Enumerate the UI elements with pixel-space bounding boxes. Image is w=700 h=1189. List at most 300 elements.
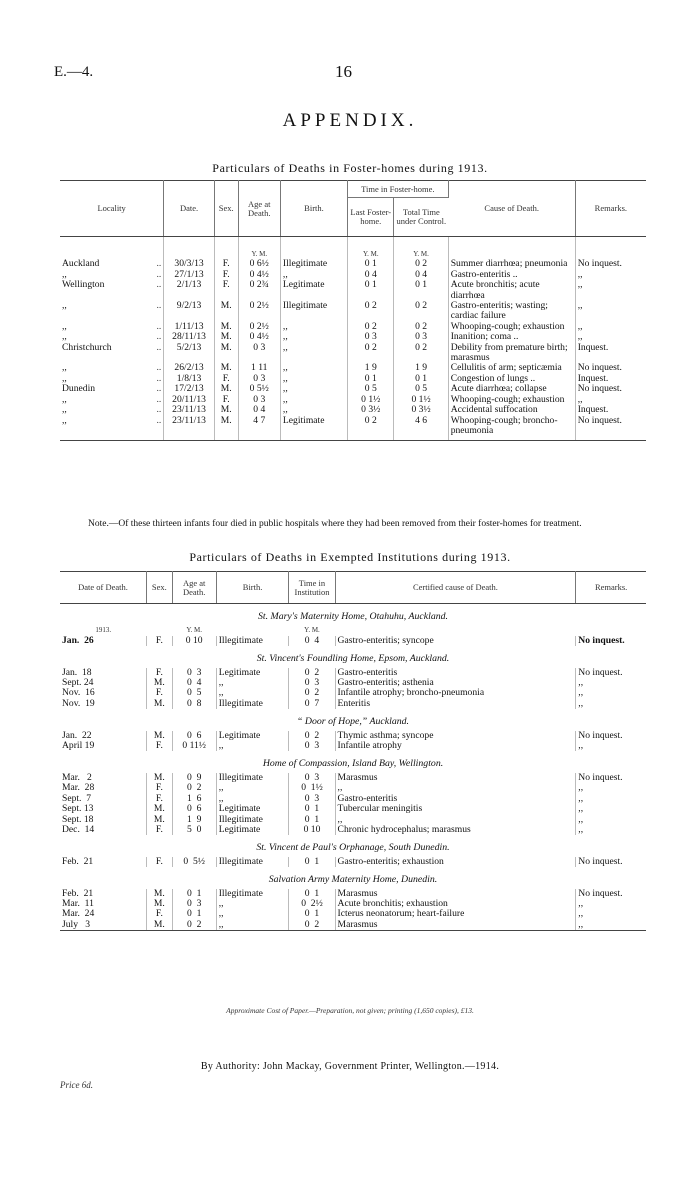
unit-m: M. — [311, 626, 320, 635]
page-reference: E.—4. — [54, 64, 94, 80]
birth: Legitimate — [280, 280, 347, 301]
date: 26/2/13 — [164, 363, 215, 373]
age: 0 5½ — [172, 857, 216, 867]
age: 0 9 — [172, 773, 216, 783]
time-last-foster: 0 1 — [348, 259, 394, 269]
birth: Legitimate — [280, 416, 347, 441]
remarks: No inquest. — [577, 383, 622, 395]
institution-name: Salvation Army Maternity Home, Dunedin. — [268, 874, 438, 886]
date-of-death: Sept. 13 — [60, 804, 147, 814]
sex: F. — [147, 668, 173, 678]
time-in-institution: 0 10 — [289, 825, 335, 835]
date-of-death: Mar. 28 — [60, 783, 147, 793]
age: 1 11 — [238, 363, 280, 373]
cause-of-death: Whooping-cough; exhaustion — [448, 395, 575, 405]
remarks: Inquest. — [577, 404, 609, 416]
remarks: No inquest. — [578, 666, 623, 678]
time-in-institution: 0 1 — [289, 815, 335, 825]
time-in-institution: 0 1½ — [289, 783, 335, 793]
locality-cell — [60, 343, 164, 364]
cause-of-death: Gastro-enteritis; wasting; cardiac failure — [448, 301, 575, 322]
date-of-death: Sept. 24 — [60, 678, 147, 688]
certified-cause: Marasmus — [335, 920, 576, 931]
time-in-institution: 0 1 — [289, 804, 335, 814]
col-cause: Cause of Death. — [448, 181, 575, 237]
printer-authority: By Authority: John Mackay, Government Printer, Wellington.—1914. — [200, 1061, 500, 1072]
remarks: No inquest. — [577, 362, 622, 374]
date-of-death: Mar. 2 — [60, 773, 147, 783]
certified-cause: Gastro-enteritis — [335, 668, 576, 678]
leader-dots: .. — [156, 268, 162, 280]
leader-dots: .. — [156, 404, 162, 416]
age: 0 2½ — [238, 301, 280, 322]
date-of-death: April 19 — [60, 741, 147, 751]
table-row — [60, 280, 646, 301]
locality: ,, — [62, 300, 67, 312]
cause-of-death: Gastro-enteritis .. — [448, 270, 575, 280]
age: 0 1 — [172, 889, 216, 899]
birth: Illegitimate — [280, 259, 347, 269]
remarks: ,, — [578, 740, 584, 752]
birth: ,, — [280, 343, 347, 364]
table-row — [60, 416, 646, 441]
date: 23/11/13 — [164, 405, 215, 415]
unit-y: Y. — [304, 626, 311, 635]
units-row — [60, 237, 646, 260]
cause-of-death: Acute bronchitis; acute diarrhœa — [448, 280, 575, 301]
remarks: ,, — [577, 279, 583, 291]
sex: F. — [214, 374, 238, 384]
remarks: No inquest. — [578, 855, 623, 867]
time-total: 0 1½ — [394, 395, 448, 405]
time-in-institution: 0 3 — [289, 741, 335, 751]
time-total: 0 1 — [394, 280, 448, 301]
date-of-death: Feb. 21 — [60, 889, 147, 899]
cause-of-death: Acute diarrhœa; collapse — [448, 384, 575, 394]
institution-heading-row — [60, 867, 646, 888]
page-number: 16 — [335, 62, 352, 81]
date-of-death: Jan. 22 — [60, 731, 147, 741]
sex: M. — [147, 889, 173, 899]
cause-of-death: Inanition; coma .. — [448, 332, 575, 342]
certified-cause: Tubercular meningitis — [335, 804, 576, 814]
birth: Illegitimate — [216, 699, 289, 709]
age: 0 3 — [238, 395, 280, 405]
age: 0 6½ — [238, 259, 280, 269]
time-total: 0 5 — [394, 384, 448, 394]
sex: M. — [214, 322, 238, 332]
unit-m: M. — [420, 250, 429, 258]
time-last-foster: 1 9 — [348, 363, 394, 373]
table-row — [60, 825, 646, 835]
birth: ,, — [280, 374, 347, 384]
institution-heading-row — [60, 646, 646, 667]
foster-homes-table-body — [60, 237, 646, 441]
time-in-institution: 0 3 — [289, 678, 335, 688]
age: 0 5 — [172, 688, 216, 698]
certified-cause: Chronic hydrocephalus; marasmus — [335, 825, 576, 835]
time-in-institution: 0 2 — [289, 920, 335, 931]
locality-cell — [60, 395, 164, 405]
leader-dots: .. — [156, 393, 162, 405]
cause-of-death: Summer diarrhœa; pneumonia — [448, 259, 575, 269]
leader-dots: .. — [156, 320, 162, 332]
leader-dots: .. — [156, 372, 162, 384]
age: 0 4½ — [238, 270, 280, 280]
certified-cause: Marasmus — [335, 889, 576, 899]
cause-of-death: Whooping-cough; broncho-pneumonia — [448, 416, 575, 441]
birth: ,, — [216, 783, 289, 793]
leader-dots: .. — [156, 279, 162, 291]
col-certified-cause: Certified cause of Death. — [335, 572, 576, 604]
birth: ,, — [280, 270, 347, 280]
remarks: No inquest. — [578, 634, 625, 646]
age: 5 0 — [172, 825, 216, 835]
table-row — [60, 374, 646, 384]
col-date-of-death: Date of Death. — [60, 572, 147, 604]
date-of-death: Nov. 19 — [60, 699, 147, 709]
age: 0 3 — [172, 899, 216, 909]
time-in-institution: 0 3 — [289, 773, 335, 783]
age: 0 6 — [172, 731, 216, 741]
age: 0 3 — [238, 374, 280, 384]
sex: F. — [214, 280, 238, 301]
age: 1 9 — [172, 815, 216, 825]
sex: M. — [147, 731, 173, 741]
price: Price 6d. — [60, 1080, 93, 1090]
age: 0 6 — [172, 804, 216, 814]
time-in-institution: 0 2 — [289, 731, 335, 741]
col-remarks: Remarks. — [575, 181, 646, 237]
table-row — [60, 405, 646, 415]
sex: F. — [147, 741, 173, 751]
sex: F. — [214, 395, 238, 405]
time-in-institution: 0 1 — [289, 909, 335, 919]
sex: M. — [214, 384, 238, 394]
remarks: ,, — [578, 677, 584, 689]
leader-dots: .. — [156, 341, 162, 353]
cause-of-death: Debility from premature birth; marasmus — [448, 343, 575, 364]
date: 1/11/13 — [164, 322, 215, 332]
date: 5/2/13 — [164, 343, 215, 364]
date-of-death: Sept. 7 — [60, 794, 147, 804]
certified-cause: Gastro-enteritis; syncope — [335, 636, 576, 646]
time-last-foster: 0 5 — [348, 384, 394, 394]
leader-dots: .. — [156, 414, 162, 426]
locality: ,, — [62, 372, 67, 384]
time-total: 1 9 — [394, 363, 448, 373]
date-of-death: Nov. 16 — [60, 688, 147, 698]
sex: M. — [147, 920, 173, 931]
locality: ,, — [62, 362, 67, 374]
birth: Illegitimate — [280, 301, 347, 322]
remarks: Inquest. — [577, 341, 609, 353]
birth: Illegitimate — [216, 815, 289, 825]
institutions-table-body — [60, 604, 646, 931]
time-total: 0 3½ — [394, 405, 448, 415]
date-of-death: July 3 — [60, 920, 147, 931]
institution-name: Home of Compassion, Island Bay, Wellington. — [262, 758, 444, 770]
table-row — [60, 270, 646, 280]
table-row — [60, 343, 646, 364]
sex: F. — [214, 270, 238, 280]
birth: ,, — [280, 332, 347, 342]
age: 0 2½ — [238, 322, 280, 332]
age: 0 2 — [172, 783, 216, 793]
table-row — [60, 395, 646, 405]
remarks: ,, — [577, 331, 583, 343]
institutions-table-title: Particulars of Deaths in Exempted Institutions during 1913. — [189, 550, 511, 564]
birth: ,, — [216, 899, 289, 909]
locality: Dunedin — [62, 383, 96, 395]
locality-cell — [60, 384, 164, 394]
col-sex: Sex. — [214, 181, 238, 237]
remarks: ,, — [577, 393, 583, 405]
time-total: 0 2 — [394, 259, 448, 269]
age: 0 2 — [172, 920, 216, 931]
remarks: ,, — [578, 687, 584, 699]
birth: Illegitimate — [216, 773, 289, 783]
birth: Illegitimate — [216, 889, 289, 899]
col-remarks: Remarks. — [576, 572, 646, 604]
table-row — [60, 857, 646, 867]
birth: ,, — [216, 741, 289, 751]
birth: ,, — [216, 688, 289, 698]
date-of-death: Mar. 24 — [60, 909, 147, 919]
time-in-institution: 0 3 — [289, 794, 335, 804]
locality-cell — [60, 322, 164, 332]
sex: F. — [147, 636, 173, 646]
table-row — [60, 804, 646, 814]
date: 23/11/13 — [164, 416, 215, 441]
birth: ,, — [216, 909, 289, 919]
remarks: No inquest. — [578, 771, 623, 783]
locality-cell — [60, 416, 164, 441]
certified-cause: ,, — [335, 815, 576, 825]
birth: Illegitimate — [216, 857, 289, 867]
age: 0 11½ — [172, 741, 216, 751]
table-row — [60, 259, 646, 269]
year: 1913. — [95, 626, 112, 635]
remarks: ,, — [578, 792, 584, 804]
cause-of-death: Accidental suffocation — [448, 405, 575, 415]
remarks: ,, — [576, 920, 646, 931]
date: 20/11/13 — [164, 395, 215, 405]
certified-cause: Infantile atrophy; broncho-pneumonia — [335, 688, 576, 698]
table-note: Note.—Of these thirteen infants four died in public hospitals where they had been removed from their foster-homes for treatment. — [88, 519, 582, 529]
col-time-group: Time in Foster-home. — [348, 181, 449, 198]
date: 9/2/13 — [164, 301, 215, 322]
col-total-time: Total Time under Control. — [394, 198, 448, 237]
sex: M. — [214, 405, 238, 415]
certified-cause: Thymic asthma; syncope — [335, 731, 576, 741]
birth: ,, — [280, 322, 347, 332]
sex: M. — [214, 332, 238, 342]
time-in-institution: 0 4 — [289, 636, 335, 646]
institution-deaths-table — [60, 571, 646, 931]
time-total: 0 2 — [394, 343, 448, 364]
institution-heading-row — [60, 709, 646, 730]
time-in-institution: 0 2½ — [289, 899, 335, 909]
locality: Wellington — [62, 279, 105, 291]
sex: M. — [147, 815, 173, 825]
birth: Legitimate — [216, 731, 289, 741]
col-last-foster: Last Foster-home. — [348, 198, 394, 237]
sex: M. — [147, 804, 173, 814]
locality: ,, — [62, 404, 67, 416]
table-row — [60, 363, 646, 373]
date-of-death: Mar. 11 — [60, 899, 147, 909]
institution-name: St. Vincent de Paul's Orphanage, South Dunedin. — [256, 842, 450, 854]
table-row — [60, 920, 646, 931]
date: 30/3/13 — [164, 259, 215, 269]
remarks: Inquest. — [577, 372, 609, 384]
remarks: ,, — [578, 782, 584, 794]
date: 28/11/13 — [164, 332, 215, 342]
age: 4 7 — [238, 416, 280, 441]
table-row — [60, 322, 646, 332]
sex: F. — [147, 688, 173, 698]
remarks: No inquest. — [577, 258, 622, 270]
age: 0 4½ — [238, 332, 280, 342]
col-birth: Birth. — [280, 181, 347, 237]
date-of-death: Feb. 21 — [60, 857, 147, 867]
time-total: 0 4 — [394, 270, 448, 280]
age: 0 3 — [238, 343, 280, 364]
time-last-foster: 0 2 — [348, 416, 394, 441]
leader-dots: .. — [156, 331, 162, 343]
remarks: ,, — [578, 823, 584, 835]
remarks: ,, — [578, 897, 584, 909]
age: 0 4 — [172, 678, 216, 688]
locality-cell — [60, 259, 164, 269]
time-last-foster: 0 1 — [348, 374, 394, 384]
time-last-foster: 0 4 — [348, 270, 394, 280]
col-sex: Sex. — [147, 572, 173, 604]
locality-cell — [60, 280, 164, 301]
time-total: 0 1 — [394, 374, 448, 384]
sex: M. — [147, 773, 173, 783]
age: 0 5½ — [238, 384, 280, 394]
locality-cell — [60, 301, 164, 322]
date-of-death: Jan. 26 — [60, 636, 147, 646]
time-in-institution: 0 7 — [289, 699, 335, 709]
time-total: 0 2 — [394, 301, 448, 322]
remarks: ,, — [577, 320, 583, 332]
unit-y: Y. — [251, 250, 258, 258]
table-row — [60, 741, 646, 751]
remarks: No inquest. — [578, 887, 623, 899]
leader-dots: .. — [156, 362, 162, 374]
table-row — [60, 773, 646, 783]
time-in-institution: 0 2 — [289, 668, 335, 678]
leader-dots: .. — [156, 383, 162, 395]
col-age: Age at Death. — [172, 572, 216, 604]
locality-cell — [60, 363, 164, 373]
cost-of-paper-note: Approximate Cost of Paper.—Preparation, not given; printing (1,650 copies), £13. — [226, 1006, 474, 1015]
locality: ,, — [62, 414, 67, 426]
birth: ,, — [280, 363, 347, 373]
birth: Legitimate — [216, 668, 289, 678]
appendix-title: APPENDIX. — [282, 110, 418, 131]
time-in-institution: 0 1 — [289, 889, 335, 899]
certified-cause: ,, — [335, 783, 576, 793]
sex: F. — [147, 825, 173, 835]
col-birth: Birth. — [216, 572, 289, 604]
col-age: Age at Death. — [238, 181, 280, 237]
foster-homes-table-title: Particulars of Deaths in Foster-homes during 1913. — [212, 161, 488, 175]
locality: ,, — [62, 268, 67, 280]
age: 0 1 — [172, 909, 216, 919]
sex: F. — [147, 909, 173, 919]
institution-name: “ Door of Hope,” Auckland. — [297, 716, 409, 728]
institution-heading-row — [60, 604, 646, 626]
remarks: ,, — [578, 697, 584, 709]
certified-cause: Gastro-enteritis — [335, 794, 576, 804]
sex: M. — [147, 678, 173, 688]
col-time-in-institution: Time in Institution — [289, 572, 335, 604]
date: 2/1/13 — [164, 280, 215, 301]
leader-dots: .. — [156, 258, 162, 270]
certified-cause: Gastro-enteritis; exhaustion — [335, 857, 576, 867]
sex: M. — [214, 363, 238, 373]
locality: ,, — [62, 320, 67, 332]
birth: ,, — [216, 794, 289, 804]
locality-cell — [60, 405, 164, 415]
sex: F. — [147, 783, 173, 793]
locality: Christchurch — [62, 341, 112, 353]
time-last-foster: 0 1½ — [348, 395, 394, 405]
institution-heading-row — [60, 751, 646, 772]
table-row — [60, 699, 646, 709]
time-last-foster: 0 3 — [348, 332, 394, 342]
date: 17/2/13 — [164, 384, 215, 394]
certified-cause: Acute bronchitis; exhaustion — [335, 899, 576, 909]
col-date: Date. — [164, 181, 215, 237]
time-total: 0 3 — [394, 332, 448, 342]
time-last-foster: 0 2 — [348, 322, 394, 332]
institution-name: St. Vincent's Foundling Home, Epsom, Auckland. — [256, 653, 450, 665]
date: 1/8/13 — [164, 374, 215, 384]
table-row — [60, 636, 646, 646]
age: 0 10 — [172, 636, 216, 646]
birth: ,, — [216, 920, 289, 931]
sex: M. — [147, 699, 173, 709]
remarks: No inquest. — [575, 416, 646, 441]
date-of-death: Dec. 14 — [60, 825, 147, 835]
birth: ,, — [280, 405, 347, 415]
sex: F. — [147, 794, 173, 804]
time-in-institution: 0 1 — [289, 857, 335, 867]
time-last-foster: 0 2 — [348, 301, 394, 322]
birth: Legitimate — [216, 804, 289, 814]
birth: ,, — [280, 395, 347, 405]
certified-cause: Gastro-enteritis; asthenia — [335, 678, 576, 688]
birth: Illegitimate — [216, 636, 289, 646]
locality: ,, — [62, 393, 67, 405]
leader-dots: .. — [156, 300, 162, 312]
sex: M. — [214, 301, 238, 322]
sex: M. — [214, 416, 238, 441]
locality: Auckland — [62, 258, 100, 270]
birth: ,, — [280, 384, 347, 394]
age: 0 8 — [172, 699, 216, 709]
remarks: ,, — [578, 813, 584, 825]
sex: M. — [214, 343, 238, 364]
birth: Legitimate — [216, 825, 289, 835]
unit-m: M. — [194, 626, 203, 635]
remarks: ,, — [578, 803, 584, 815]
